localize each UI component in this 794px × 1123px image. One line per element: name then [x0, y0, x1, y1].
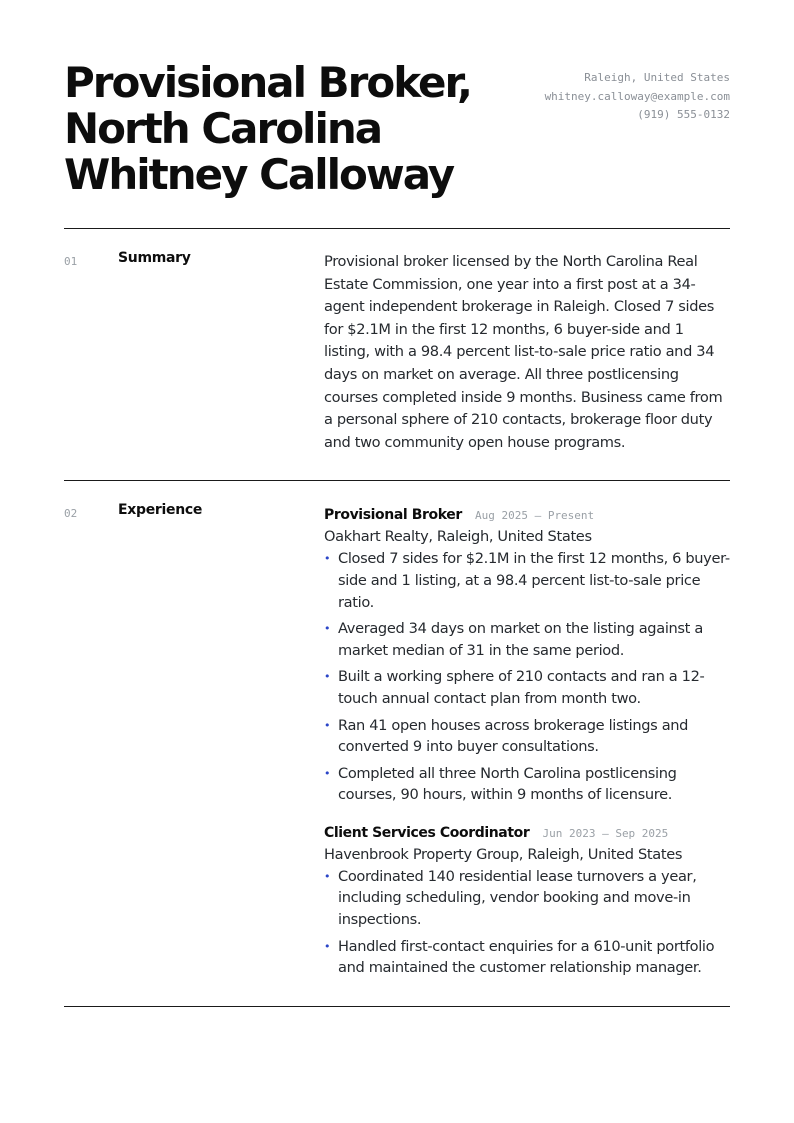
section-number: 01: [64, 255, 78, 268]
summary-section: [64, 229, 730, 480]
candidate-name: Whitney Calloway: [64, 150, 454, 199]
summary-body: [324, 251, 730, 454]
list-item: [324, 936, 730, 979]
list-item: [324, 763, 730, 806]
experience-body: [324, 504, 730, 979]
job-dates: Jun 2023 — Sep 2025: [542, 826, 669, 840]
list-item: [324, 618, 730, 661]
section-divider: [64, 1006, 730, 1007]
list-item: [324, 715, 730, 758]
section-title: Experience: [118, 502, 203, 519]
bullet-text: Ran 41 open houses across brokerage listings and converted 9 into buyer consultations.: [338, 716, 689, 756]
contact-block: [545, 69, 730, 125]
bullet-icon: •: [324, 869, 331, 883]
experience-section: [64, 481, 730, 1006]
bullet-text: Completed all three North Carolina postlicensing courses, 90 hours, within 9 months of licensure.: [338, 764, 677, 804]
resume-header: [64, 60, 730, 228]
job-dates: Aug 2025 — Present: [474, 509, 595, 523]
bullet-icon: •: [324, 766, 331, 780]
job-company: Havenbrook Property Group, Raleigh, United States: [324, 845, 683, 863]
job-entry: [324, 822, 730, 979]
page-title: [64, 60, 534, 198]
contact-email[interactable]: whitney.calloway@example.com: [544, 89, 730, 103]
job-company: Oakhart Realty, Raleigh, United States: [324, 528, 592, 546]
bullet-text: Averaged 34 days on market on the listing against a market median of 31 in the same period.: [338, 620, 703, 659]
resume-page: [64, 60, 730, 1007]
summary-text: Provisional broker licensed by the North Carolina Real Estate Commission, one year into a first post at a 34-agent independent brokerage in Raleigh. Closed 7 sides for $2.1M in the first 12 months, 6 buyer-side and 1 listing, with a 98.4 percent list-to-sale price ratio and 34 days on market on average. All three postlicensing courses completed inside 9 months. Business came from a personal sphere of 210 contacts, brokerage floor duty and two community open house programs.: [324, 253, 723, 451]
job-role: Provisional Broker: [324, 507, 462, 524]
bullet-text: Closed 7 sides for $2.1M in the first 12 months, 6 buyer-side and 1 listing, at a 98.4 percent list-to-sale price ratio.: [338, 550, 730, 611]
list-item: [324, 666, 730, 709]
job-header: [324, 504, 730, 526]
bullet-icon: •: [324, 670, 331, 684]
job-bullets: [324, 866, 730, 979]
job-entry: [324, 504, 730, 806]
contact-location: Raleigh, United States: [584, 71, 730, 84]
contact-phone[interactable]: (919) 555-0132: [637, 108, 730, 121]
bullet-icon: •: [324, 622, 331, 636]
bullet-icon: •: [324, 552, 331, 566]
bullet-icon: •: [324, 718, 331, 732]
section-number: 02: [64, 507, 78, 521]
bullet-text: Coordinated 140 residential lease turnovers a year, including scheduling, vendor booking and move-in inspections.: [338, 867, 697, 929]
job-bullets: [324, 548, 730, 806]
section-title: Summary: [118, 250, 191, 266]
job-header: [324, 822, 730, 844]
job-role: Client Services Coordinator: [324, 824, 530, 841]
bullet-icon: •: [324, 939, 331, 953]
list-item: [324, 548, 730, 613]
title-line: Provisional Broker,: [64, 58, 471, 107]
list-item: [324, 866, 730, 931]
title-line: North Carolina: [64, 104, 382, 153]
bullet-text: Built a working sphere of 210 contacts and ran a 12-touch annual contact plan from month two.: [338, 668, 705, 707]
bullet-text: Handled first-contact enquiries for a 610-unit portfolio and maintained the customer relationship manager.: [338, 937, 715, 977]
